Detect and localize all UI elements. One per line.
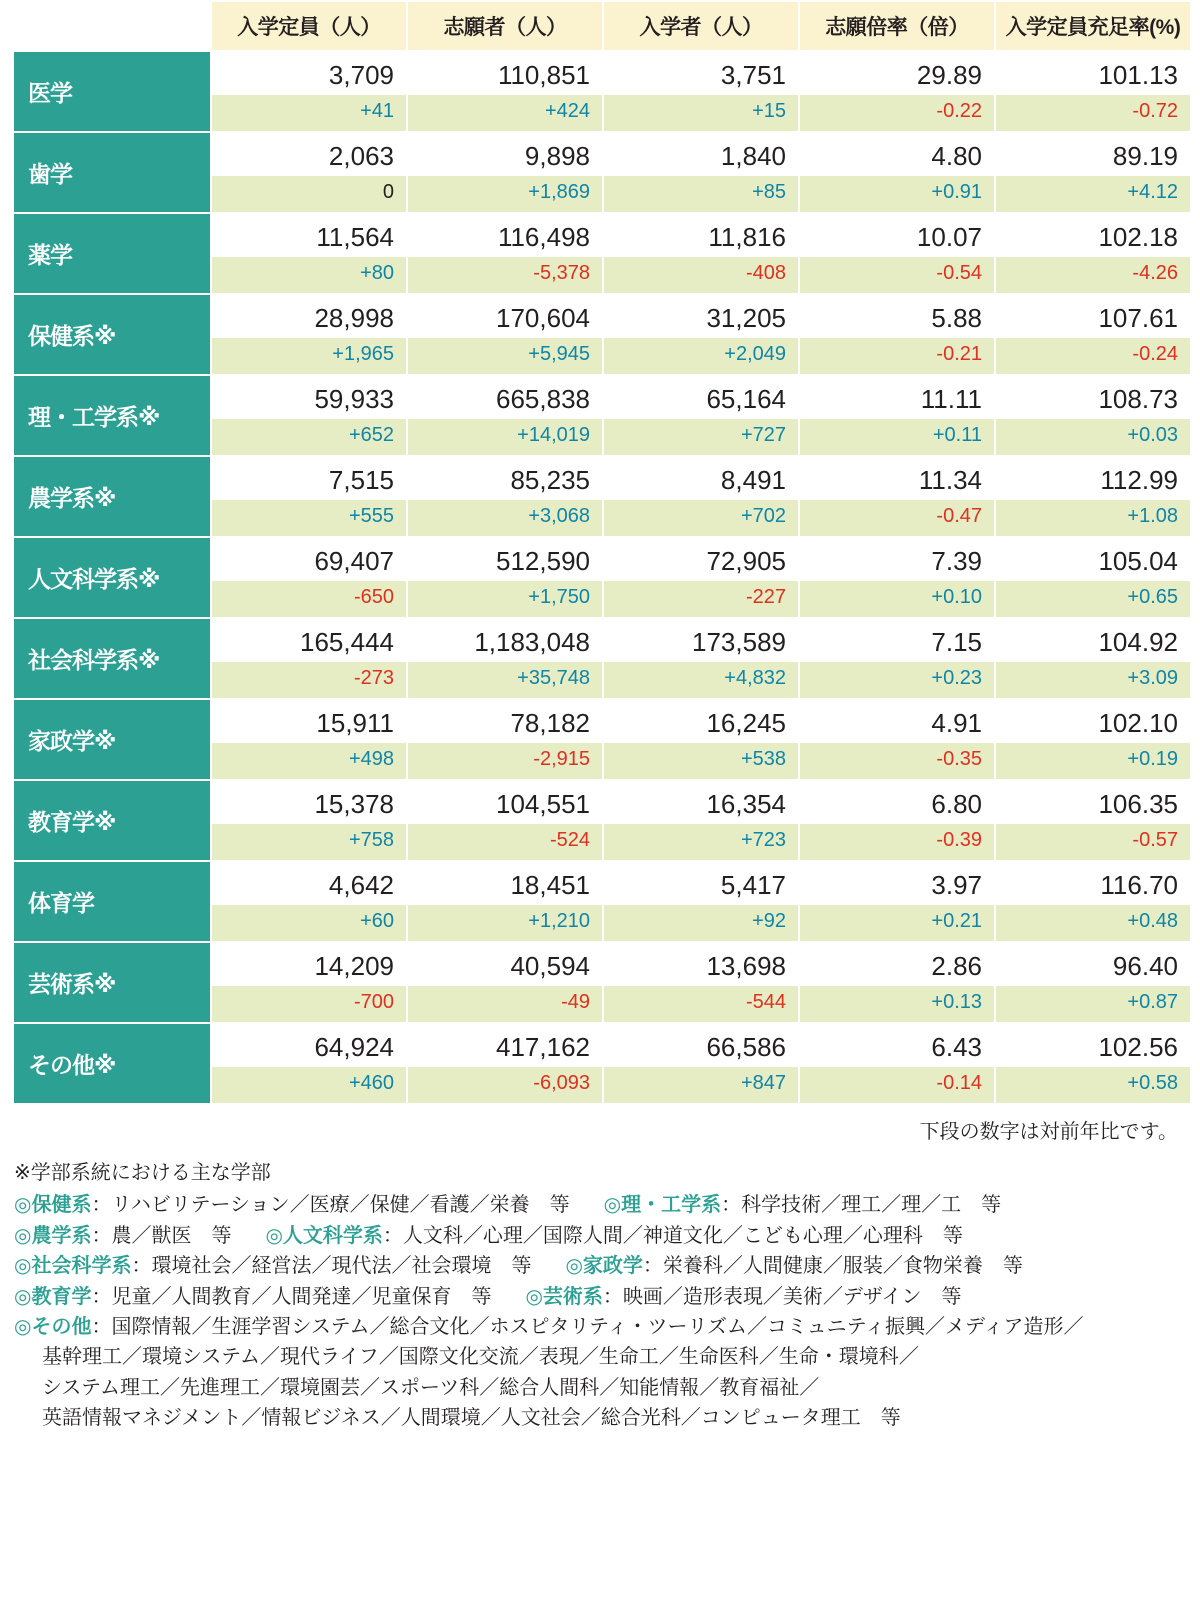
table-row: [13, 132, 1191, 176]
cell-delta: -0.57: [995, 824, 1191, 861]
cell-delta: +758: [211, 824, 407, 861]
table-row: [13, 456, 1191, 500]
legend-line-4: [14, 1282, 1186, 1312]
table-body: [13, 51, 1191, 1104]
cell-delta: +538: [603, 743, 799, 780]
cell-value: 16,245: [603, 699, 799, 743]
cell-value: 104.92: [995, 618, 1191, 662]
cell-value: 31,205: [603, 294, 799, 338]
cell-value: 107.61: [995, 294, 1191, 338]
legend-text-other: ：国際情報／生涯学習システム／総合文化／ホスピタリティ・ツーリズム／コミュニティ振興／メディア造形／: [91, 1315, 1084, 1338]
row-label: 体育学: [13, 861, 211, 942]
cell-value: 170,604: [407, 294, 603, 338]
cell-value: 173,589: [603, 618, 799, 662]
cell-delta: +498: [211, 743, 407, 780]
cell-delta: +35,748: [407, 662, 603, 699]
legend-text-arts: ：映画／造形表現／美術／デザイン 等: [602, 1285, 962, 1308]
cell-value: 28,998: [211, 294, 407, 338]
legend-cat-education: ◎教育学: [14, 1285, 92, 1308]
cell-value: 15,378: [211, 780, 407, 824]
cell-value: 665,838: [407, 375, 603, 419]
column-header-enrollees: 入学者（人）: [603, 1, 799, 51]
cell-value: 7,515: [211, 456, 407, 500]
table-row: [13, 213, 1191, 257]
cell-delta: +5,945: [407, 338, 603, 375]
cell-delta: -0.21: [799, 338, 995, 375]
row-label: 家政学※: [13, 699, 211, 780]
legend-cat-health: ◎保健系: [14, 1194, 92, 1217]
legend-line-3: [14, 1251, 1186, 1281]
cell-delta: +4.12: [995, 176, 1191, 213]
cell-delta: +1,869: [407, 176, 603, 213]
row-label: 理・工学系※: [13, 375, 211, 456]
cell-value: 112.99: [995, 456, 1191, 500]
cell-delta: +3,068: [407, 500, 603, 537]
cell-delta: +0.87: [995, 986, 1191, 1023]
cell-value: 96.40: [995, 942, 1191, 986]
cell-delta: +3.09: [995, 662, 1191, 699]
cell-value: 18,451: [407, 861, 603, 905]
row-label: 保健系※: [13, 294, 211, 375]
cell-delta: +0.10: [799, 581, 995, 618]
cell-delta: -0.35: [799, 743, 995, 780]
table-row: [13, 375, 1191, 419]
cell-delta: -2,915: [407, 743, 603, 780]
cell-value: 6.43: [799, 1023, 995, 1067]
cell-value: 66,586: [603, 1023, 799, 1067]
cell-value: 417,162: [407, 1023, 603, 1067]
cell-value: 110,851: [407, 51, 603, 95]
cell-delta: -0.22: [799, 95, 995, 132]
cell-value: 3.97: [799, 861, 995, 905]
cell-value: 105.04: [995, 537, 1191, 581]
legend-text-health: ：リハビリテーション／医療／保健／看護／栄養 等: [91, 1194, 570, 1217]
cell-value: 78,182: [407, 699, 603, 743]
cell-delta: +1.08: [995, 500, 1191, 537]
row-label: 教育学※: [13, 780, 211, 861]
cell-delta: +85: [603, 176, 799, 213]
legend-text-education: ：児童／人間教育／人間発達／児童保育 等: [91, 1285, 492, 1308]
cell-delta: -0.14: [799, 1067, 995, 1104]
header-corner: [13, 1, 211, 51]
cell-delta: +0.58: [995, 1067, 1191, 1104]
cell-delta: -5,378: [407, 257, 603, 294]
legend-line-5: [14, 1312, 1186, 1342]
cell-delta: -0.39: [799, 824, 995, 861]
cell-delta: +1,750: [407, 581, 603, 618]
legend-block: [14, 1158, 1186, 1434]
cell-value: 16,354: [603, 780, 799, 824]
cell-value: 10.07: [799, 213, 995, 257]
cell-value: 11.34: [799, 456, 995, 500]
cell-value: 65,164: [603, 375, 799, 419]
table-footnote: 下段の数字は対前年比です。: [919, 1121, 1178, 1143]
table-row: [13, 294, 1191, 338]
cell-value: 59,933: [211, 375, 407, 419]
cell-delta: -227: [603, 581, 799, 618]
cell-value: 5,417: [603, 861, 799, 905]
table-row: [13, 1023, 1191, 1067]
cell-value: 72,905: [603, 537, 799, 581]
enrollment-table: [12, 0, 1192, 1105]
cell-delta: -650: [211, 581, 407, 618]
cell-delta: -0.47: [799, 500, 995, 537]
cell-delta: +60: [211, 905, 407, 942]
table-row: [13, 537, 1191, 581]
legend-cat-humanities: ◎人文科学系: [265, 1224, 383, 1247]
row-label: 薬学: [13, 213, 211, 294]
legend-text-humanities: ：人文科／心理／国際人間／神道文化／こども心理／心理科 等: [382, 1224, 963, 1247]
cell-value: 2.86: [799, 942, 995, 986]
cell-value: 7.39: [799, 537, 995, 581]
cell-value: 5.88: [799, 294, 995, 338]
cell-value: 11,564: [211, 213, 407, 257]
cell-delta: +0.91: [799, 176, 995, 213]
cell-value: 64,924: [211, 1023, 407, 1067]
cell-value: 14,209: [211, 942, 407, 986]
cell-delta: +0.03: [995, 419, 1191, 456]
cell-value: 9,898: [407, 132, 603, 176]
row-label: 人文科学系※: [13, 537, 211, 618]
legend-text-home-economics: ：栄養科／人間健康／服装／食物栄養 等: [642, 1255, 1023, 1278]
cell-value: 40,594: [407, 942, 603, 986]
legend-line-2: [14, 1221, 1186, 1251]
cell-delta: +0.23: [799, 662, 995, 699]
cell-delta: +0.21: [799, 905, 995, 942]
cell-delta: -0.24: [995, 338, 1191, 375]
legend-text-agriculture: ：農／獣医 等: [91, 1224, 232, 1247]
cell-delta: -273: [211, 662, 407, 699]
table-row: [13, 942, 1191, 986]
cell-delta: +723: [603, 824, 799, 861]
row-label: 芸術系※: [13, 942, 211, 1023]
cell-delta: -524: [407, 824, 603, 861]
column-header-ratio: 志願倍率（倍）: [799, 1, 995, 51]
legend-text-science-eng: ：科学技術／理工／理／工 等: [721, 1194, 1002, 1217]
cell-value: 8,491: [603, 456, 799, 500]
cell-value: 101.13: [995, 51, 1191, 95]
legend-cat-social-science: ◎社会科学系: [14, 1255, 132, 1278]
cell-value: 85,235: [407, 456, 603, 500]
cell-delta: +0.13: [799, 986, 995, 1023]
cell-delta: -544: [603, 986, 799, 1023]
cell-value: 11.11: [799, 375, 995, 419]
cell-delta: +1,210: [407, 905, 603, 942]
legend-cat-home-economics: ◎家政学: [565, 1255, 643, 1278]
cell-delta: +0.11: [799, 419, 995, 456]
cell-value: 4,642: [211, 861, 407, 905]
legend-text-social-science: ：環境社会／経営法／現代法／社会環境 等: [131, 1255, 532, 1278]
cell-delta: -0.54: [799, 257, 995, 294]
legend-line-8: 英語情報マネジメント／情報ビジネス／人間環境／人文社会／総合光科／コンピュータ理工 等: [42, 1407, 901, 1430]
row-label: 歯学: [13, 132, 211, 213]
cell-value: 102.10: [995, 699, 1191, 743]
cell-value: 2,063: [211, 132, 407, 176]
cell-delta: +1,965: [211, 338, 407, 375]
legend-cat-other: ◎その他: [14, 1315, 92, 1338]
cell-delta: +0.65: [995, 581, 1191, 618]
cell-delta: +555: [211, 500, 407, 537]
cell-delta: +652: [211, 419, 407, 456]
cell-value: 1,840: [603, 132, 799, 176]
cell-delta: +15: [603, 95, 799, 132]
column-header-fill-rate: 入学定員充足率(%): [995, 1, 1191, 51]
cell-value: 15,911: [211, 699, 407, 743]
table-header: [13, 1, 1191, 51]
cell-delta: -4.26: [995, 257, 1191, 294]
cell-delta: -0.72: [995, 95, 1191, 132]
table-row: [13, 51, 1191, 95]
table-row: [13, 618, 1191, 662]
cell-value: 102.18: [995, 213, 1191, 257]
cell-value: 104,551: [407, 780, 603, 824]
cell-value: 89.19: [995, 132, 1191, 176]
cell-delta: -700: [211, 986, 407, 1023]
cell-value: 4.80: [799, 132, 995, 176]
cell-delta: +727: [603, 419, 799, 456]
cell-value: 102.56: [995, 1023, 1191, 1067]
legend-cat-arts: ◎芸術系: [525, 1285, 603, 1308]
cell-delta: +847: [603, 1067, 799, 1104]
row-label: 社会科学系※: [13, 618, 211, 699]
cell-delta: +14,019: [407, 419, 603, 456]
cell-delta: 0: [211, 176, 407, 213]
cell-delta: +4,832: [603, 662, 799, 699]
cell-value: 3,751: [603, 51, 799, 95]
cell-value: 29.89: [799, 51, 995, 95]
cell-value: 512,590: [407, 537, 603, 581]
cell-value: 108.73: [995, 375, 1191, 419]
cell-delta: +0.19: [995, 743, 1191, 780]
cell-delta: -408: [603, 257, 799, 294]
cell-value: 1,183,048: [407, 618, 603, 662]
cell-value: 3,709: [211, 51, 407, 95]
legend-cat-agriculture: ◎農学系: [14, 1224, 92, 1247]
table-row: [13, 780, 1191, 824]
table-row: [13, 699, 1191, 743]
cell-delta: -6,093: [407, 1067, 603, 1104]
cell-delta: +80: [211, 257, 407, 294]
cell-delta: -49: [407, 986, 603, 1023]
legend-line-6: 基幹理工／環境システム／現代ライフ／国際文化交流／表現／生命工／生命医科／生命・環境科／: [42, 1346, 919, 1369]
cell-delta: +702: [603, 500, 799, 537]
cell-delta: +41: [211, 95, 407, 132]
row-label: その他※: [13, 1023, 211, 1104]
cell-value: 69,407: [211, 537, 407, 581]
cell-value: 106.35: [995, 780, 1191, 824]
column-header-applicants: 志願者（人）: [407, 1, 603, 51]
cell-delta: +460: [211, 1067, 407, 1104]
cell-value: 165,444: [211, 618, 407, 662]
cell-delta: +2,049: [603, 338, 799, 375]
cell-value: 13,698: [603, 942, 799, 986]
legend-line-1: [14, 1190, 1186, 1220]
cell-value: 116,498: [407, 213, 603, 257]
legend-line-7: システム理工／先進理工／環境園芸／スポーツ科／総合人間科／知能情報／教育福祉／: [42, 1376, 820, 1399]
cell-value: 116.70: [995, 861, 1191, 905]
cell-value: 11,816: [603, 213, 799, 257]
cell-delta: +92: [603, 905, 799, 942]
legend-title: ※学部系統における主な学部: [14, 1162, 271, 1184]
table-row: [13, 861, 1191, 905]
cell-value: 6.80: [799, 780, 995, 824]
cell-value: 7.15: [799, 618, 995, 662]
cell-delta: +0.48: [995, 905, 1191, 942]
row-label: 医学: [13, 51, 211, 132]
cell-value: 4.91: [799, 699, 995, 743]
header-row: [13, 1, 1191, 51]
column-header-capacity: 入学定員（人）: [211, 1, 407, 51]
row-label: 農学系※: [13, 456, 211, 537]
cell-delta: +424: [407, 95, 603, 132]
legend-cat-science-eng: ◎理・工学系: [603, 1194, 722, 1217]
